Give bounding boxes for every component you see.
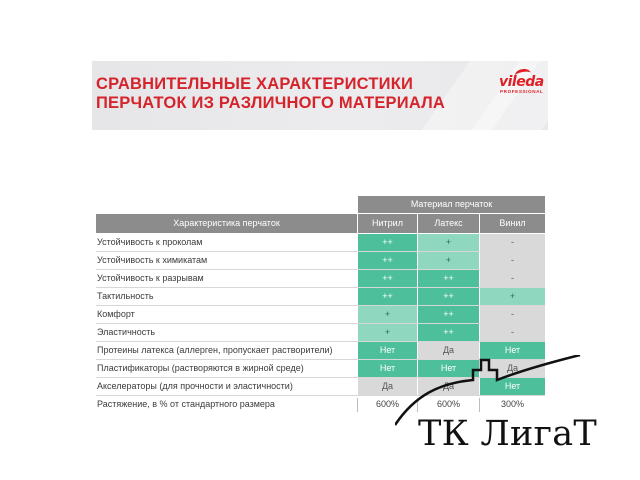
row-label: Устойчивость к проколам <box>97 237 203 247</box>
cell-vinyl: - <box>480 252 545 269</box>
cell-latex: 600% <box>436 399 461 409</box>
cell-nitrile: ++ <box>358 288 417 305</box>
cell-latex: + <box>418 252 479 269</box>
cell-vinyl: - <box>480 324 545 341</box>
cell-vinyl: - <box>480 306 545 323</box>
row-label: Эластичность <box>97 327 156 337</box>
table-row <box>96 270 545 288</box>
cell-nitrile: Нет <box>358 360 417 377</box>
cell-latex: Нет <box>418 360 479 377</box>
title-banner <box>92 61 548 130</box>
watermark-text: ТК ЛигаТ <box>418 414 598 454</box>
page-title <box>96 75 445 113</box>
logo-subtitle: PROFESSIONAL <box>500 89 544 94</box>
logo-wordmark: vileda <box>499 74 544 90</box>
cell-latex: Да <box>418 342 479 359</box>
column-separator <box>357 398 358 412</box>
row-label: Тактильность <box>97 291 154 301</box>
cell-vinyl: - <box>480 234 545 251</box>
page-title-line-2: ПЕРЧАТОК ИЗ РАЗЛИЧНОГО МАТЕРИАЛА <box>96 94 446 112</box>
cell-vinyl: + <box>480 288 545 305</box>
cell-vinyl: Да <box>480 360 545 377</box>
cell-latex: + <box>418 234 479 251</box>
cell-vinyl: Нет <box>480 378 545 395</box>
table-row <box>96 288 545 306</box>
row-label: Комфорт <box>97 309 135 319</box>
cell-nitrile: ++ <box>358 252 417 269</box>
row-label: Устойчивость к химикатам <box>97 255 208 265</box>
page-title-line-1: СРАВНИТЕЛЬНЫЕ ХАРАКТЕРИСТИКИ <box>96 75 414 93</box>
table-group-header-row <box>96 196 545 214</box>
column-header-latex: Латекс <box>418 214 479 233</box>
cell-nitrile: + <box>358 324 417 341</box>
column-header-vinyl: Винил <box>480 214 545 233</box>
cell-vinyl: Нет <box>480 342 545 359</box>
cell-nitrile: ++ <box>358 234 417 251</box>
cell-nitrile: Нет <box>358 342 417 359</box>
row-label: Протеины латекса (аллерген, пропускает растворители) <box>97 345 333 355</box>
cell-vinyl: 300% <box>500 399 525 409</box>
characteristic-column-header: Характеристика перчаток <box>96 214 357 233</box>
table-row <box>96 252 545 270</box>
material-group-header: Материал перчаток <box>358 196 545 213</box>
cell-nitrile: 600% <box>375 399 400 409</box>
cell-latex: ++ <box>418 288 479 305</box>
row-label: Растяжение, в % от стандартного размера <box>97 399 275 409</box>
row-label: Устойчивость к разрывам <box>97 273 204 283</box>
cell-latex: ++ <box>418 306 479 323</box>
cell-nitrile: Да <box>358 378 417 395</box>
cell-vinyl: - <box>480 270 545 287</box>
vileda-logo <box>497 66 545 96</box>
cell-latex: Да <box>418 378 479 395</box>
table-header-row <box>96 214 545 234</box>
row-label: Акселераторы (для прочности и эластичности) <box>97 381 293 391</box>
table-row <box>96 234 545 252</box>
cell-nitrile: + <box>358 306 417 323</box>
cell-nitrile: ++ <box>358 270 417 287</box>
row-label: Пластификаторы (растворяются в жирной среде) <box>97 363 304 373</box>
column-header-nitrile: Нитрил <box>358 214 417 233</box>
table-row <box>96 324 545 342</box>
cell-latex: ++ <box>418 270 479 287</box>
table-row <box>96 306 545 324</box>
cell-latex: ++ <box>418 324 479 341</box>
